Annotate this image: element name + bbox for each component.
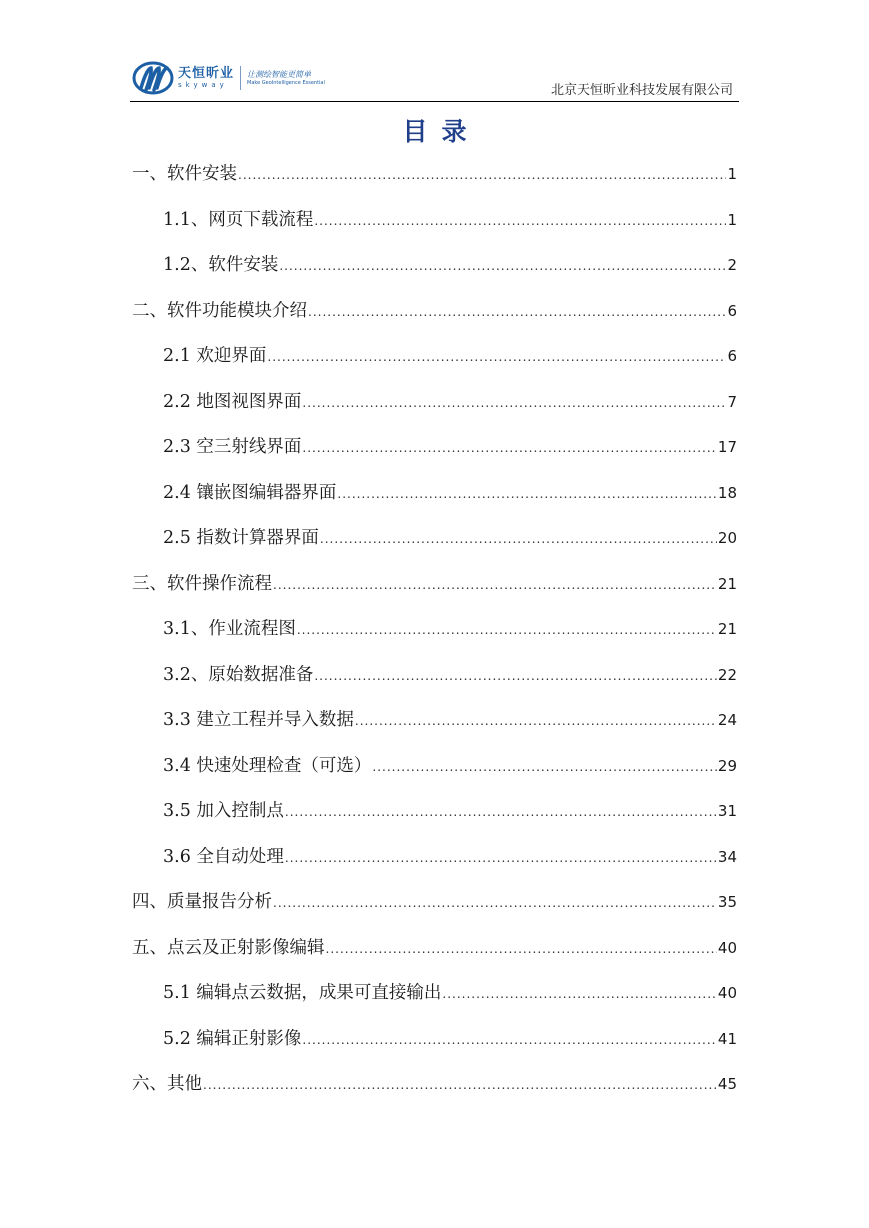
toc-entry-title: 3.6 全自动处理 xyxy=(163,846,284,867)
toc-entry-page-number: 21 xyxy=(717,620,737,638)
toc-entry-title: 一、软件安装 xyxy=(132,164,237,184)
toc-entry[interactable] xyxy=(132,653,737,699)
toc-dot-leader xyxy=(238,153,726,199)
toc-entry[interactable] xyxy=(132,971,737,1017)
toc-entry-title: 二、软件功能模块介绍 xyxy=(132,300,307,321)
toc-dot-leader xyxy=(273,563,717,609)
skyway-logo-icon xyxy=(132,60,174,96)
slogan-english: Make GeoIntelligence Essential xyxy=(247,80,325,86)
toc-dot-leader xyxy=(302,381,726,427)
page-title: 目录 xyxy=(402,117,481,146)
logo-divider xyxy=(240,66,241,90)
toc-entry-page-number: 18 xyxy=(717,483,737,502)
toc-entry-page-number: 22 xyxy=(717,665,737,684)
toc-entry-title: 3.5 加入控制点 xyxy=(163,801,284,821)
toc-entry[interactable] xyxy=(132,607,737,653)
logo-slogan xyxy=(247,69,325,87)
toc-entry-page-number: 6 xyxy=(727,347,737,365)
toc-dot-leader xyxy=(285,790,717,836)
toc-entry[interactable] xyxy=(132,835,737,881)
toc-entry[interactable] xyxy=(132,425,737,471)
toc-dot-leader xyxy=(442,972,717,1018)
toc-entry-title: 3.3 建立工程并导入数据 xyxy=(163,710,354,730)
toc-entry-title: 2.1 欢迎界面 xyxy=(163,346,267,366)
slogan-chinese: 让测绘智能更简单 xyxy=(247,70,312,79)
company-name: 北京天恒昕业科技发展有限公司 xyxy=(550,83,733,98)
toc-entry-title: 3.1、作业流程图 xyxy=(163,619,296,639)
toc-entry[interactable] xyxy=(132,243,737,289)
toc-entry-page-number: 1 xyxy=(727,210,737,229)
toc-entry-title: 三、软件操作流程 xyxy=(132,573,272,594)
toc-entry-title: 2.4 镶嵌图编辑器界面 xyxy=(163,482,337,503)
toc-dot-leader xyxy=(302,426,717,472)
toc-dot-leader xyxy=(308,290,726,336)
toc-entry[interactable] xyxy=(132,471,737,517)
toc-entry-title: 2.5 指数计算器界面 xyxy=(163,528,319,548)
toc-entry-title: 1.2、软件安装 xyxy=(163,255,279,275)
toc-entry-page-number: 40 xyxy=(717,984,737,1002)
toc-entry-page-number: 41 xyxy=(717,1029,737,1048)
toc-dot-leader xyxy=(337,472,717,518)
toc-entry-page-number: 21 xyxy=(717,574,737,593)
toc-dot-leader xyxy=(320,517,717,563)
toc-entry[interactable] xyxy=(132,516,737,562)
toc-entry-title: 1.1、网页下载流程 xyxy=(163,209,314,230)
toc-entry-title: 六、其他 xyxy=(132,1074,202,1094)
toc-entry-page-number: 34 xyxy=(717,847,737,866)
logo-chinese-name: 天恒昕业 xyxy=(178,66,235,81)
toc-entry-page-number: 40 xyxy=(717,938,737,957)
toc-entry[interactable] xyxy=(132,1017,737,1063)
toc-entry-title: 5.1 编辑点云数据，成果可直接输出 xyxy=(163,983,442,1003)
company-logo xyxy=(132,58,325,98)
toc-dot-leader xyxy=(267,335,726,381)
toc-dot-leader xyxy=(314,199,726,245)
toc-entry-page-number: 31 xyxy=(717,802,737,820)
toc-dot-leader xyxy=(326,927,717,973)
toc-entry[interactable] xyxy=(132,789,737,835)
toc-entry-title: 五、点云及正射影像编辑 xyxy=(132,937,325,958)
toc-entry-title: 3.4 快速处理检查（可选） xyxy=(163,755,372,776)
toc-entry-page-number: 6 xyxy=(727,301,737,320)
toc-entry-page-number: 17 xyxy=(717,438,737,456)
toc-dot-leader xyxy=(372,745,717,791)
toc-entry[interactable] xyxy=(132,289,737,335)
toc-dot-leader xyxy=(273,881,717,927)
toc-entry-page-number: 35 xyxy=(717,893,737,911)
toc-dot-leader xyxy=(285,836,717,882)
toc-entry[interactable] xyxy=(132,198,737,244)
header-divider xyxy=(130,101,739,102)
toc-entry-page-number: 24 xyxy=(717,711,737,729)
toc-dot-leader xyxy=(355,699,717,745)
toc-entry-page-number: 2 xyxy=(727,256,737,274)
toc-entry[interactable] xyxy=(132,1062,737,1108)
toc-entry-page-number: 20 xyxy=(717,529,737,547)
toc-entry[interactable] xyxy=(132,380,737,426)
toc-entry-title: 2.2 地图视图界面 xyxy=(163,391,302,412)
toc-entry-title: 3.2、原始数据准备 xyxy=(163,664,314,685)
toc-entry-page-number: 7 xyxy=(727,392,737,411)
toc-entry-title: 2.3 空三射线界面 xyxy=(163,437,302,457)
toc-entry-page-number: 29 xyxy=(717,756,737,775)
toc-entry[interactable] xyxy=(132,926,737,972)
toc-entry-page-number: 1 xyxy=(727,165,737,183)
toc-entry[interactable] xyxy=(132,562,737,608)
toc-entry-title: 四、质量报告分析 xyxy=(132,892,272,912)
toc-dot-leader xyxy=(203,1063,717,1109)
toc-entry[interactable] xyxy=(132,152,737,198)
toc-entry-title: 5.2 编辑正射影像 xyxy=(163,1028,302,1049)
page-header xyxy=(130,58,739,102)
toc-entry[interactable] xyxy=(132,334,737,380)
logo-english-name: skyway xyxy=(178,81,228,89)
table-of-contents xyxy=(132,152,737,1108)
logo-wordmark xyxy=(178,66,234,90)
toc-dot-leader xyxy=(302,1018,717,1064)
toc-entry[interactable] xyxy=(132,744,737,790)
toc-dot-leader xyxy=(279,244,726,290)
toc-entry-page-number: 45 xyxy=(717,1075,737,1093)
toc-entry[interactable] xyxy=(132,880,737,926)
toc-dot-leader xyxy=(297,608,717,654)
toc-dot-leader xyxy=(314,654,717,700)
toc-entry[interactable] xyxy=(132,698,737,744)
